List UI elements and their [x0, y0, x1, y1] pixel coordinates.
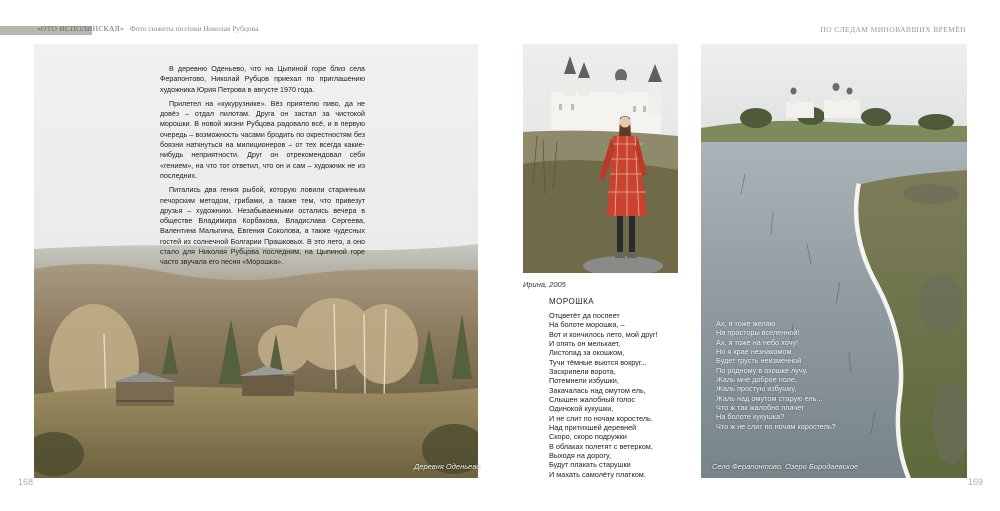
article-paragraph: Прилетел на «кукурузнике». Вёз приятелю пиво, да не довёз – отдал пилотам. Друга он застал за чистокой морошки. В новой жизни Рубцова радовало всё, и в первую очередь – возможность часами бродить по окрестностям без боязни наткнуться на милиционеров – от тех всегда какие-нибудь неприятности. Друг он отрекомендовал себя «гением», на что тот ответил, что он и сам – художник не из последних. — [160, 99, 365, 180]
poem-line: И махать самолёту платком. — [549, 469, 646, 479]
poem-stanzas — [549, 311, 658, 479]
poem-line: Листопад за окошком, — [549, 348, 625, 358]
poem-line: Ах, я тоже на небо хочу! — [716, 337, 799, 347]
poem-line: Что ж не слит по ночам коростель? — [716, 421, 836, 431]
running-header-right: ПО СЛЕДАМ МИНОВАВШИХ ВРЕМЁН — [820, 25, 966, 34]
poem-line: На болоте морошка, – — [549, 320, 625, 330]
poem-line: Будет грусть неизменной — [716, 356, 802, 366]
poem-title: МОРОШКА — [549, 297, 595, 306]
article-paragraph: Питались два гения рыбой, которую ловили старинным печорским методом, грибами, а также тем, что привезут друзья – художники. Незабываемыми остались вечера в обществе Владимира Корбакова, Владислава Сергеева, Валентина Малыгина, Евгения Соколова, а также чудесных гостей из солнечной Болгарии Прашковых. В это лето, а оно стало для Николая Рубцова последним, на Цыпиной горе часто звучала его песня «Морошка». — [160, 186, 365, 267]
irina-photo-caption: Ирина, 2005 — [523, 280, 566, 289]
poem-line: Жаль мне доброе поле, — [716, 374, 797, 384]
poem-line: На болоте кукушка? — [716, 412, 785, 422]
poem-line: Жаль простую избушку, — [716, 384, 797, 394]
running-header-left — [37, 24, 258, 33]
poem-line: Над притихшей деревней — [549, 422, 637, 432]
page-number-left: 168 — [18, 477, 34, 487]
poem-line: Одинокой кукушки, — [549, 404, 614, 414]
poem-line: И не слит по ночам коростель. — [549, 413, 653, 423]
lake-photo-caption: Село Ферапонтово. Озеро Бородаевское — [712, 462, 859, 471]
poem-line: Но я крае незнакомом — [716, 346, 792, 356]
poem-line: Ах, я тоже желаю — [716, 319, 776, 328]
header-chapter-title: Фото сюжеты поэтики Николая Рубцова — [129, 24, 259, 33]
poem-line: Закачалась над омутом ель, — [549, 385, 646, 395]
poem-line: Потемнели избушки, — [549, 376, 619, 386]
poem-line: Заскрипели ворота, — [549, 366, 616, 376]
article-text — [160, 64, 365, 272]
poem-continuation — [716, 319, 836, 431]
article-paragraph: В деревню Оденьево, что на Цыпиной горе близ села Ферапонтово, Николай Рубцов приехал по приглашению художника Юрия Петрова в августе 1970 года. — [160, 65, 365, 94]
poem-line: Отцветёт да поспеет — [549, 311, 620, 320]
poem-line: Жаль над омутом старую ель... — [716, 393, 823, 403]
irina-portrait-photo — [523, 44, 678, 273]
poem-line: Будут плакать старушки — [549, 460, 631, 470]
poem-line: По родному в окошке лучу. — [716, 365, 808, 375]
poem-line: Что ж так жалобно плачет — [716, 402, 805, 412]
poem-line: Вот и кончилось лето, мой друг! — [549, 329, 658, 339]
poem-line: Тучи тёмные вьются вокруг... — [549, 357, 647, 367]
header-part-label: «ОТО ИСПОЛИНСКАЯ» — [37, 24, 125, 33]
poem-line: И опять он мелькает, — [549, 338, 621, 348]
poem-line: Скоро, скоро подружки — [549, 432, 627, 442]
poem-line: В облаках полетят с ветерком, — [549, 441, 653, 451]
poem-line: На просторы вселенной! — [716, 328, 800, 338]
poem-line: Слышен жалобный голос — [549, 394, 636, 404]
poem-line: Выходя на дорогу, — [549, 450, 611, 460]
page-number-right: 169 — [968, 477, 984, 487]
village-photo-caption: Деревня Оденьево — [414, 462, 481, 471]
